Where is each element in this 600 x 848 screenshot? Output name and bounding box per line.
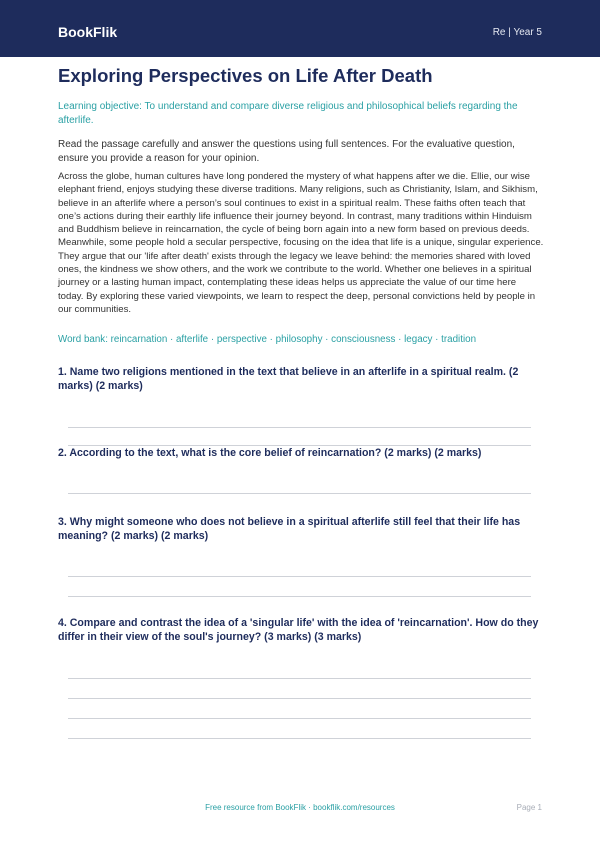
answer-line[interactable]	[68, 596, 531, 597]
page-number: Page 1	[516, 803, 542, 812]
question-1: 1. Name two religions mentioned in the text that believe in an afterlife in a spiritual realm. (2 marks) (2 marks)	[58, 366, 519, 392]
answer-line[interactable]	[68, 718, 531, 719]
question-4: 4. Compare and contrast the idea of a 'singular life' with the idea of 'reincarnation'. How do they differ in their view of the soul's journey? (3 marks) (3 marks)	[58, 617, 539, 643]
footer-resource-link[interactable]: Free resource from BookFlik · bookflik.com/resources	[205, 803, 395, 812]
question-2: 2. According to the text, what is the core belief of reincarnation? (2 marks) (2 marks)	[58, 447, 482, 459]
instructions: Read the passage carefully and answer the questions using full sentences. For the evaluative question, ensure you provide a reason for your opinion.	[58, 139, 515, 164]
page-title: Exploring Perspectives on Life After Death	[58, 65, 433, 86]
answer-line[interactable]	[68, 738, 531, 739]
question-3: 3. Why might someone who does not believe in a spiritual afterlife still feel that their life has meaning? (2 marks) (2 marks)	[58, 516, 521, 542]
answer-line[interactable]	[68, 576, 531, 577]
answer-line[interactable]	[68, 427, 531, 428]
answer-line[interactable]	[68, 698, 531, 699]
answer-line[interactable]	[68, 678, 531, 679]
reading-passage: Across the globe, human cultures have long pondered the mystery of what happens after we die. Ellie, our wise elephant friend, enjoys studying these diverse traditions. Many religions, such as Christianity, Islam, and Sikhism, believe in an afterlife where a person’s soul continues to exist in a spiritual realm. These faiths often teach that one’s actions during their earthly life influence their journey beyond. In contrast, many traditions within Hinduism and Buddhism believe in reincarnation, the cycle of being born again into a new form based on previous deeds. Meanwhile, some people hold a secular perspective, focusing on the idea that life is a unique, singular experience. They argue that our 'life after death' exists through the legacy we leave behind: the memories shared with loved ones, the kindness we show others, and the work we contribute to the world. Whether one believes in a spiritual journey or a lasting human impact, contemplating these ideas helps us appreciate the value of our time here today. By exploring these varied viewpoints, we learn to respect the deep, personal convictions held by people in our communities.	[58, 171, 544, 315]
word-bank: Word bank: reincarnation · afterlife · perspective · philosophy · consciousness · legacy · tradition	[58, 334, 477, 345]
learning-objective: Learning objective: To understand and compare diverse religious and philosophical beliefs regarding the afterlife.	[58, 101, 518, 126]
brand-logo[interactable]: BookFlik	[58, 24, 118, 40]
answer-line[interactable]	[68, 493, 531, 494]
subject-year-label: Re | Year 5	[492, 27, 542, 38]
page-header	[0, 0, 600, 57]
